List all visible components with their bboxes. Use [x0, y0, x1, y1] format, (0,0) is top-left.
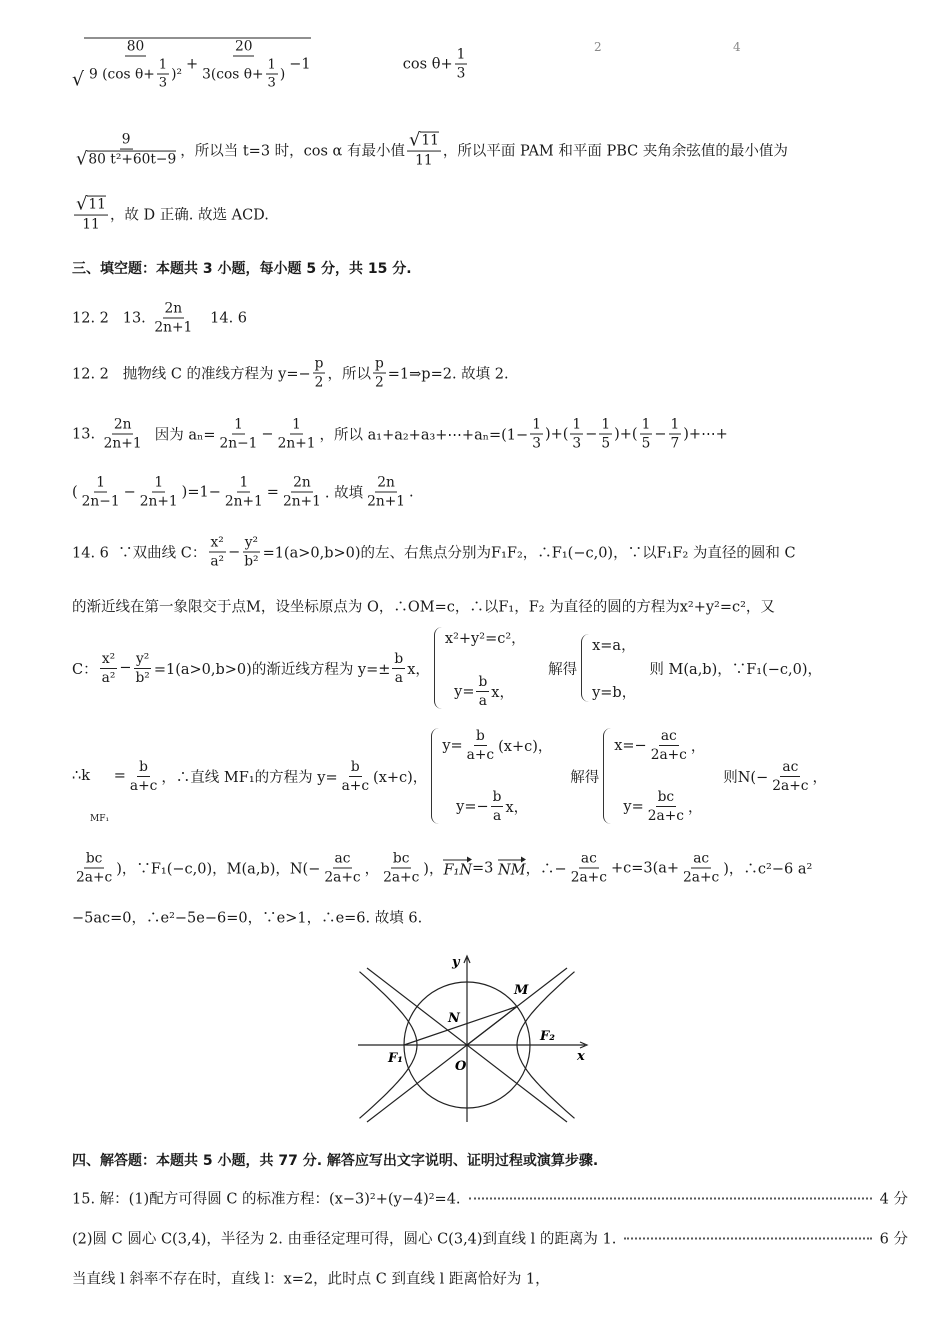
text-run: 11 — [415, 152, 433, 169]
text-run: 1 — [670, 416, 680, 433]
text-run: 15. 解：(1)配方可得圆 C 的标准方程：(x−3)²+(y−4)²=4. — [72, 1191, 461, 1208]
text-run: 13. — [72, 426, 100, 442]
text-run: ∴k — [72, 768, 91, 784]
text-run: 2n+1 — [224, 493, 263, 510]
text-run: 12. 2 13. — [72, 310, 151, 326]
text-run: ac — [660, 728, 677, 744]
text-run: a — [394, 669, 403, 686]
text-run: 1 — [234, 416, 243, 433]
radical-sign: √ — [72, 69, 85, 91]
text-run: 2n — [293, 474, 311, 491]
text-run: ，∴直线 MF₁的方程为 y= — [161, 769, 338, 786]
text-run: )+( — [544, 426, 569, 442]
text-run: − — [228, 544, 241, 560]
text-run: 80 — [126, 38, 145, 55]
text-run: ac — [782, 758, 799, 775]
text-run: 3 — [532, 435, 541, 452]
text-run: 14. 6 — [196, 310, 248, 326]
text-run: ac — [580, 850, 597, 867]
figure-label-M: M — [514, 983, 529, 998]
text-run: ，所以平面 PAM 和平面 PBC 夹角余弦值的最小值为 — [442, 143, 788, 160]
text-run: 当直线 l 斜率不存在时，直线 l：x=2，此时点 C 到直线 l 距离恰好为 1， — [72, 1271, 550, 1288]
text-run: −1 — [289, 56, 311, 73]
text-run: a² — [101, 669, 116, 686]
text-run: 三、填空题：本题共 3 小题，每小题 5 分，共 15 分. — [72, 261, 412, 277]
text-run: 1 — [641, 416, 651, 433]
text-run: MF₁ — [90, 814, 110, 824]
text-run: 9 — [121, 131, 131, 148]
text-run: 2n — [164, 300, 183, 317]
text-run: 2a+c — [570, 869, 607, 886]
text-run: 14. 6 ∵双曲线 C： — [72, 545, 207, 562]
text-run: = — [109, 768, 126, 784]
text-run: − — [119, 660, 132, 676]
text-run: − — [261, 426, 274, 442]
text-run: =1(a>0,b>0)的渐近线方程为 y=± — [153, 661, 391, 678]
text-run: 2n+1 — [139, 493, 178, 510]
text-run: − — [585, 426, 598, 442]
text-run: x²+y²=c²， — [444, 631, 526, 647]
figure-label-N: N — [448, 1011, 460, 1026]
text-run: 3(cos θ+ — [202, 66, 264, 82]
text-run: ) — [279, 66, 286, 82]
text-run: b — [139, 758, 148, 775]
text-run: 因为 aₙ= — [145, 427, 216, 444]
text-run: 1 — [292, 416, 301, 433]
score: 4 分 — [879, 1191, 908, 1208]
radical-sign: √ — [408, 129, 421, 151]
text-run: y= — [444, 683, 475, 700]
text-run: ac — [334, 850, 351, 867]
text-run: x， — [491, 685, 514, 701]
text-run: 2n+1 — [282, 493, 321, 510]
text-run: x=− — [614, 737, 647, 754]
text-run: bc — [85, 850, 103, 867]
text-run: a — [478, 693, 487, 709]
text-run: b² — [244, 553, 259, 570]
text-run: 3 — [267, 75, 276, 91]
score: 6 分 — [879, 1231, 908, 1248]
text-run: =1(a>0,b>0)的左、右焦点分别为F₁F₂，∴F₁(−c,0)，∵以F₁F₂ 为直径的圆和 C — [262, 545, 796, 562]
text-run: b — [475, 728, 485, 744]
text-run: . 故填 — [324, 485, 364, 502]
faint-digit: 4 — [733, 40, 741, 54]
text-run: b — [478, 674, 488, 690]
text-run: x， — [407, 661, 430, 678]
faint-digit: 2 — [594, 40, 602, 54]
radical-sign: √ — [76, 193, 88, 215]
text-run: x² — [210, 534, 224, 551]
text-run: x， — [505, 800, 529, 816]
text-run: y=− — [442, 798, 489, 815]
text-run: 1 — [572, 416, 582, 433]
text-run: (x+c)， — [373, 769, 428, 786]
text-run: b² — [135, 669, 150, 686]
text-run: 7 — [670, 435, 680, 452]
text-run: ，∴− — [525, 861, 567, 878]
text-run: 11 — [421, 133, 439, 149]
text-run: )² — [171, 66, 182, 82]
text-run: 1 — [158, 57, 168, 73]
text-run: . — [409, 484, 414, 500]
text-run: (x+c)， — [498, 739, 553, 755]
text-run: )，∴c²−6 a² — [723, 861, 813, 878]
text-run: ，故 D 正确. 故选 ACD. — [109, 207, 269, 224]
text-run: a — [492, 808, 502, 824]
text-run: a² — [210, 553, 225, 570]
text-run: 的渐近线在第一象限交于点M，设坐标原点为 O，∴OM=c，∴以F₁，F₂ 为直径的圆的方程为x²+y²=c²，又 — [72, 599, 775, 616]
radical-sign: √ — [76, 148, 88, 170]
text-run: 2a+c — [650, 747, 687, 763]
text-run: 3 — [158, 75, 168, 91]
text-run: 12. 2 抛物线 C 的准线方程为 y=− — [72, 366, 311, 383]
text-run: 2n+1 — [367, 493, 405, 510]
text-run: 2n−1 — [219, 435, 258, 452]
text-run: x=a， — [592, 638, 636, 654]
figure-label-F1: F₁ — [388, 1051, 403, 1066]
text-run: 2a+c — [324, 869, 361, 886]
text-run: =1⇒p=2. 故填 2. — [387, 366, 509, 383]
line-mf1 — [404, 1007, 517, 1046]
figure-label-F2: F₂ — [540, 1029, 555, 1044]
text-run: bc — [657, 789, 675, 805]
text-run: y= — [614, 798, 644, 815]
text-run: a+c — [129, 777, 158, 794]
text-run: b — [394, 650, 404, 667]
figure-label-O: O — [455, 1059, 467, 1074]
text-run: )， — [423, 861, 444, 878]
text-run: 80 t²+60t−9 — [88, 152, 177, 168]
text-run: b — [492, 789, 502, 805]
text-run: =3 — [472, 860, 499, 876]
text-run: 则 M(a,b)，∵F₁(−c,0)， — [640, 661, 823, 678]
text-run: ， — [812, 769, 827, 786]
text-run: (2)圆 C 圆心 C(3,4)，半径为 2. 由垂径定理可得，圆心 C(3,4)到直线 l 的距离为 1. — [72, 1231, 617, 1248]
text-run: 2a+c — [683, 869, 720, 886]
text-run: 2n+1 — [154, 319, 193, 336]
text-run: + — [186, 56, 199, 73]
text-run: 则N(− — [709, 769, 769, 786]
text-run: )，∵F₁(−c,0)，M(a,b)，N(− — [116, 861, 321, 878]
text-run: p — [314, 355, 324, 372]
text-run: 2n — [113, 416, 132, 433]
text-run: 2n−1 — [81, 493, 120, 510]
text-run: 2n — [377, 474, 395, 491]
text-run: 1 — [239, 474, 249, 491]
text-run: 2 — [314, 374, 324, 391]
text-run: x² — [101, 650, 116, 667]
text-run: a+c — [466, 747, 495, 763]
text-run: ，所以当 t=3 时，cos α 有最小值 — [180, 143, 405, 160]
text-run: 3 — [456, 65, 466, 82]
text-run: )=1− — [181, 484, 221, 500]
text-run: ， — [690, 739, 706, 755]
text-run: p — [374, 355, 384, 372]
text-run: 1 — [532, 416, 541, 433]
text-run: 5 — [601, 435, 611, 452]
text-run: ， — [364, 861, 380, 878]
text-run: ，所以 — [327, 366, 371, 383]
text-run: = — [266, 484, 279, 500]
text-run: ，所以 a₁+a₂+a₃+⋯+aₙ=(1− — [319, 427, 529, 444]
text-run: y=b， — [592, 685, 637, 701]
vector: F₁N — [443, 858, 472, 879]
figure-label-y: y — [452, 955, 460, 970]
text-run: 四、解答题：本题共 5 小题，共 77 分. 解答应写出文字说明、证明过程或演算步骤. — [72, 1153, 599, 1169]
text-run: 2 — [374, 374, 384, 391]
figure-label-x: x — [577, 1049, 585, 1064]
text-run: +c=3(a+ — [610, 860, 680, 876]
text-run: 2a+c — [76, 869, 113, 886]
text-run: 2n+1 — [277, 435, 316, 452]
text-run: )+⋯+ — [683, 426, 728, 442]
text-run: −5ac=0，∴e²−5e−6=0，∵e>1，∴e=6. 故填 6. — [72, 910, 423, 927]
vector: NM — [498, 858, 526, 879]
text-run: y² — [244, 534, 259, 551]
text-run: ( — [72, 484, 78, 500]
text-run: ， — [687, 800, 703, 816]
text-run: 1 — [154, 474, 164, 491]
text-run: ac — [693, 850, 710, 867]
text-run: 11 — [88, 197, 106, 213]
text-run: 1 — [456, 46, 466, 63]
text-run: 2a+c — [383, 869, 420, 886]
text-run: 11 — [82, 216, 100, 233]
text-run: 2a+c — [647, 808, 684, 824]
text-run: − — [123, 484, 136, 500]
text-run: 解得 — [556, 769, 600, 786]
text-run: 20 — [234, 38, 253, 55]
text-run: 2a+c — [772, 777, 809, 794]
text-run: bc — [392, 850, 410, 867]
text-run: a+c — [341, 777, 370, 794]
text-run: 5 — [641, 435, 651, 452]
text-run: 2n+1 — [103, 435, 142, 452]
text-run: 1 — [96, 474, 106, 491]
text-run: C： — [72, 661, 98, 678]
text-run: 1 — [601, 416, 611, 433]
text-run: y= — [442, 737, 463, 754]
text-run: b — [350, 758, 360, 775]
text-run: y² — [136, 650, 150, 667]
line-om — [467, 1007, 517, 1046]
text-run: − — [654, 426, 667, 442]
text-run: 9 (cos θ+ — [89, 66, 155, 82]
text-run: )+( — [614, 426, 638, 442]
text-run: 解得 — [529, 661, 578, 678]
text-run: 1 — [267, 57, 276, 73]
text-run: 3 — [572, 435, 582, 452]
text-run: cos θ+ — [310, 56, 453, 72]
